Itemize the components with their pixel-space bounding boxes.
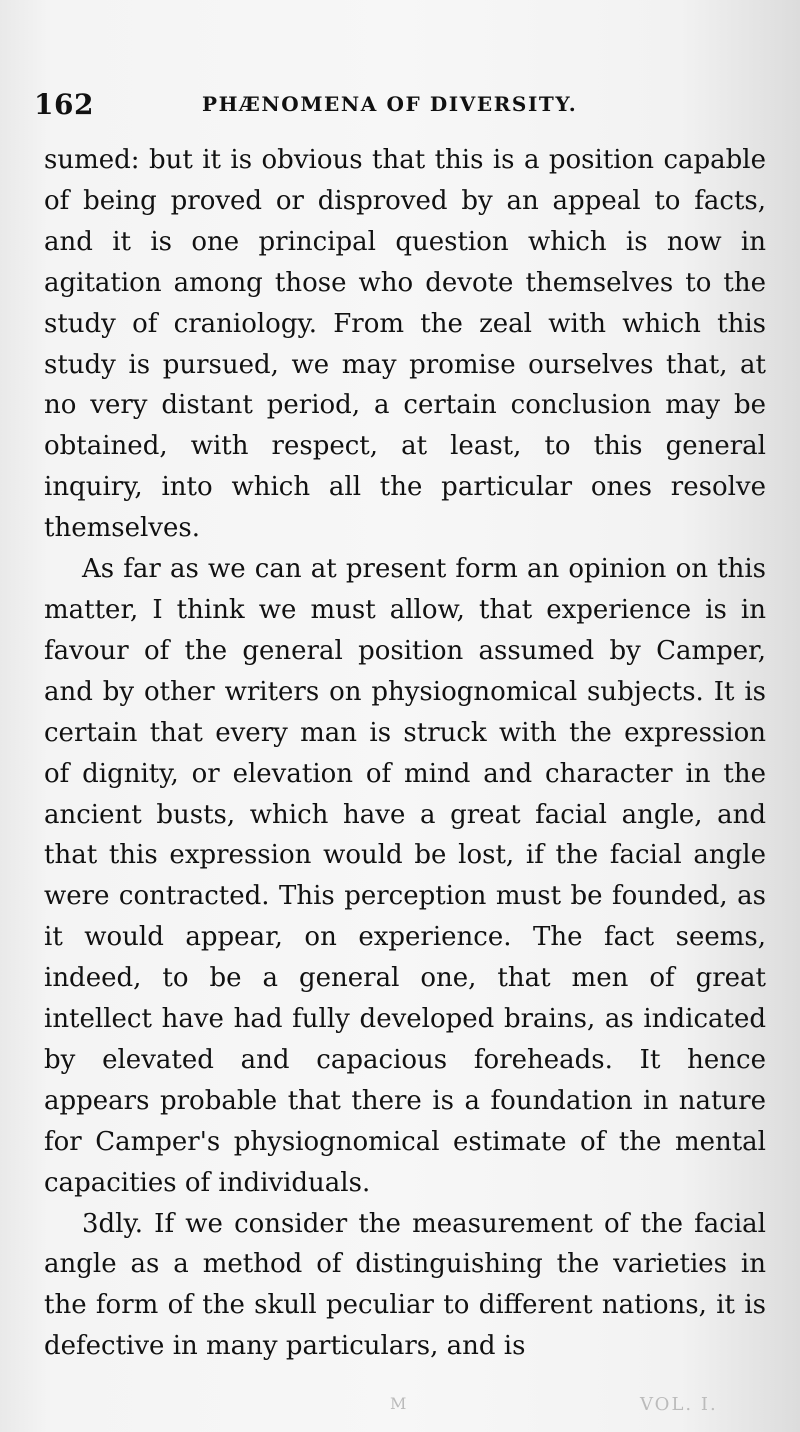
paragraph: 3dly. If we consider the measurement of the facial angle as a method of distinguishing the varieties in the form of the skull peculiar to different nations, it is defective in many particulars, and is	[44, 1208, 766, 1362]
signature-mark: M	[390, 1394, 407, 1413]
body-text	[44, 140, 766, 1367]
paragraph-continued: sumed: but it is obvious that this is a position capable of being proved or disproved by an appeal to facts, and it is one principal question which is now in agitation among those who devote themselves to the study of craniology. From the zeal with which this study is pursued, we may promise ourselves that, at no very distant period, a certain conclusion may be obtained, with respect, at least, to this general inquiry, into which all the particular ones resolve themselves.	[44, 145, 766, 544]
running-head: PHÆNOMENA OF DIVERSITY.	[202, 92, 578, 116]
page-header	[0, 88, 800, 128]
volume-mark: VOL. I.	[640, 1394, 718, 1415]
paragraph: As far as we can at present form an opinion on this matter, I think we must allow, that experience is in favour of the general position assumed by Camper, and by other writers on physiognomical subjects. It is certain that every man is struck with the expression of dignity, or elevation of mind and character in the ancient busts, which have a great facial angle, and that this expression would be lost, if the facial angle were contracted. This perception must be founded, as it would appear, on experience. The fact seems, indeed, to be a general one, that men of great intellect have had fully developed brains, as indicated by elevated and capacious foreheads. It hence appears probable that there is a foundation in nature for Camper's physiognomical estimate of the mental capacities of individuals.	[44, 554, 766, 1198]
page-number: 162	[34, 88, 94, 121]
